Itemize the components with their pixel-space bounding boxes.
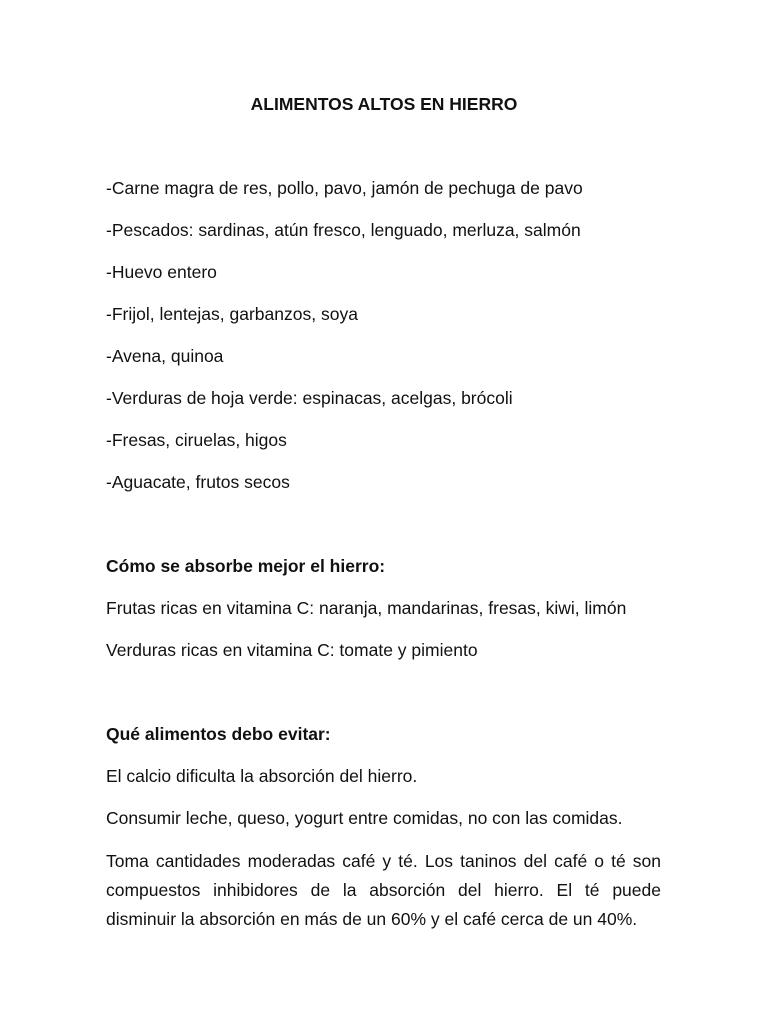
avoid-line: El calcio dificulta la absorción del hierro. (106, 766, 418, 786)
avoid-line: Consumir leche, queso, yogurt entre comidas, no con las comidas. (106, 808, 623, 828)
avoid-heading: Qué alimentos debo evitar: (106, 724, 331, 744)
food-item: -Aguacate, frutos secos (106, 472, 290, 492)
food-item: -Carne magra de res, pollo, pavo, jamón de pechuga de pavo (106, 178, 583, 198)
food-item: -Fresas, ciruelas, higos (106, 430, 287, 450)
food-item: -Verduras de hoja verde: espinacas, acelgas, brócoli (106, 388, 513, 408)
avoid-paragraph: Toma cantidades moderadas café y té. Los taninos del café o té son compuestos inhibidores de la absorción del hierro. El té puede disminuir la absorción en más de un 60% y el café cerca de un 40%. (106, 851, 661, 929)
food-item: -Huevo entero (106, 262, 217, 282)
document-title: ALIMENTOS ALTOS EN HIERRO (250, 94, 518, 114)
food-item: -Avena, quinoa (106, 346, 224, 366)
absorb-heading: Cómo se absorbe mejor el hierro: (106, 556, 386, 576)
food-item: -Pescados: sardinas, atún fresco, lenguado, merluza, salmón (106, 220, 581, 240)
food-item: -Frijol, lentejas, garbanzos, soya (106, 304, 358, 324)
absorb-line: Verduras ricas en vitamina C: tomate y pimiento (106, 640, 478, 660)
absorb-line: Frutas ricas en vitamina C: naranja, mandarinas, fresas, kiwi, limón (106, 598, 627, 618)
